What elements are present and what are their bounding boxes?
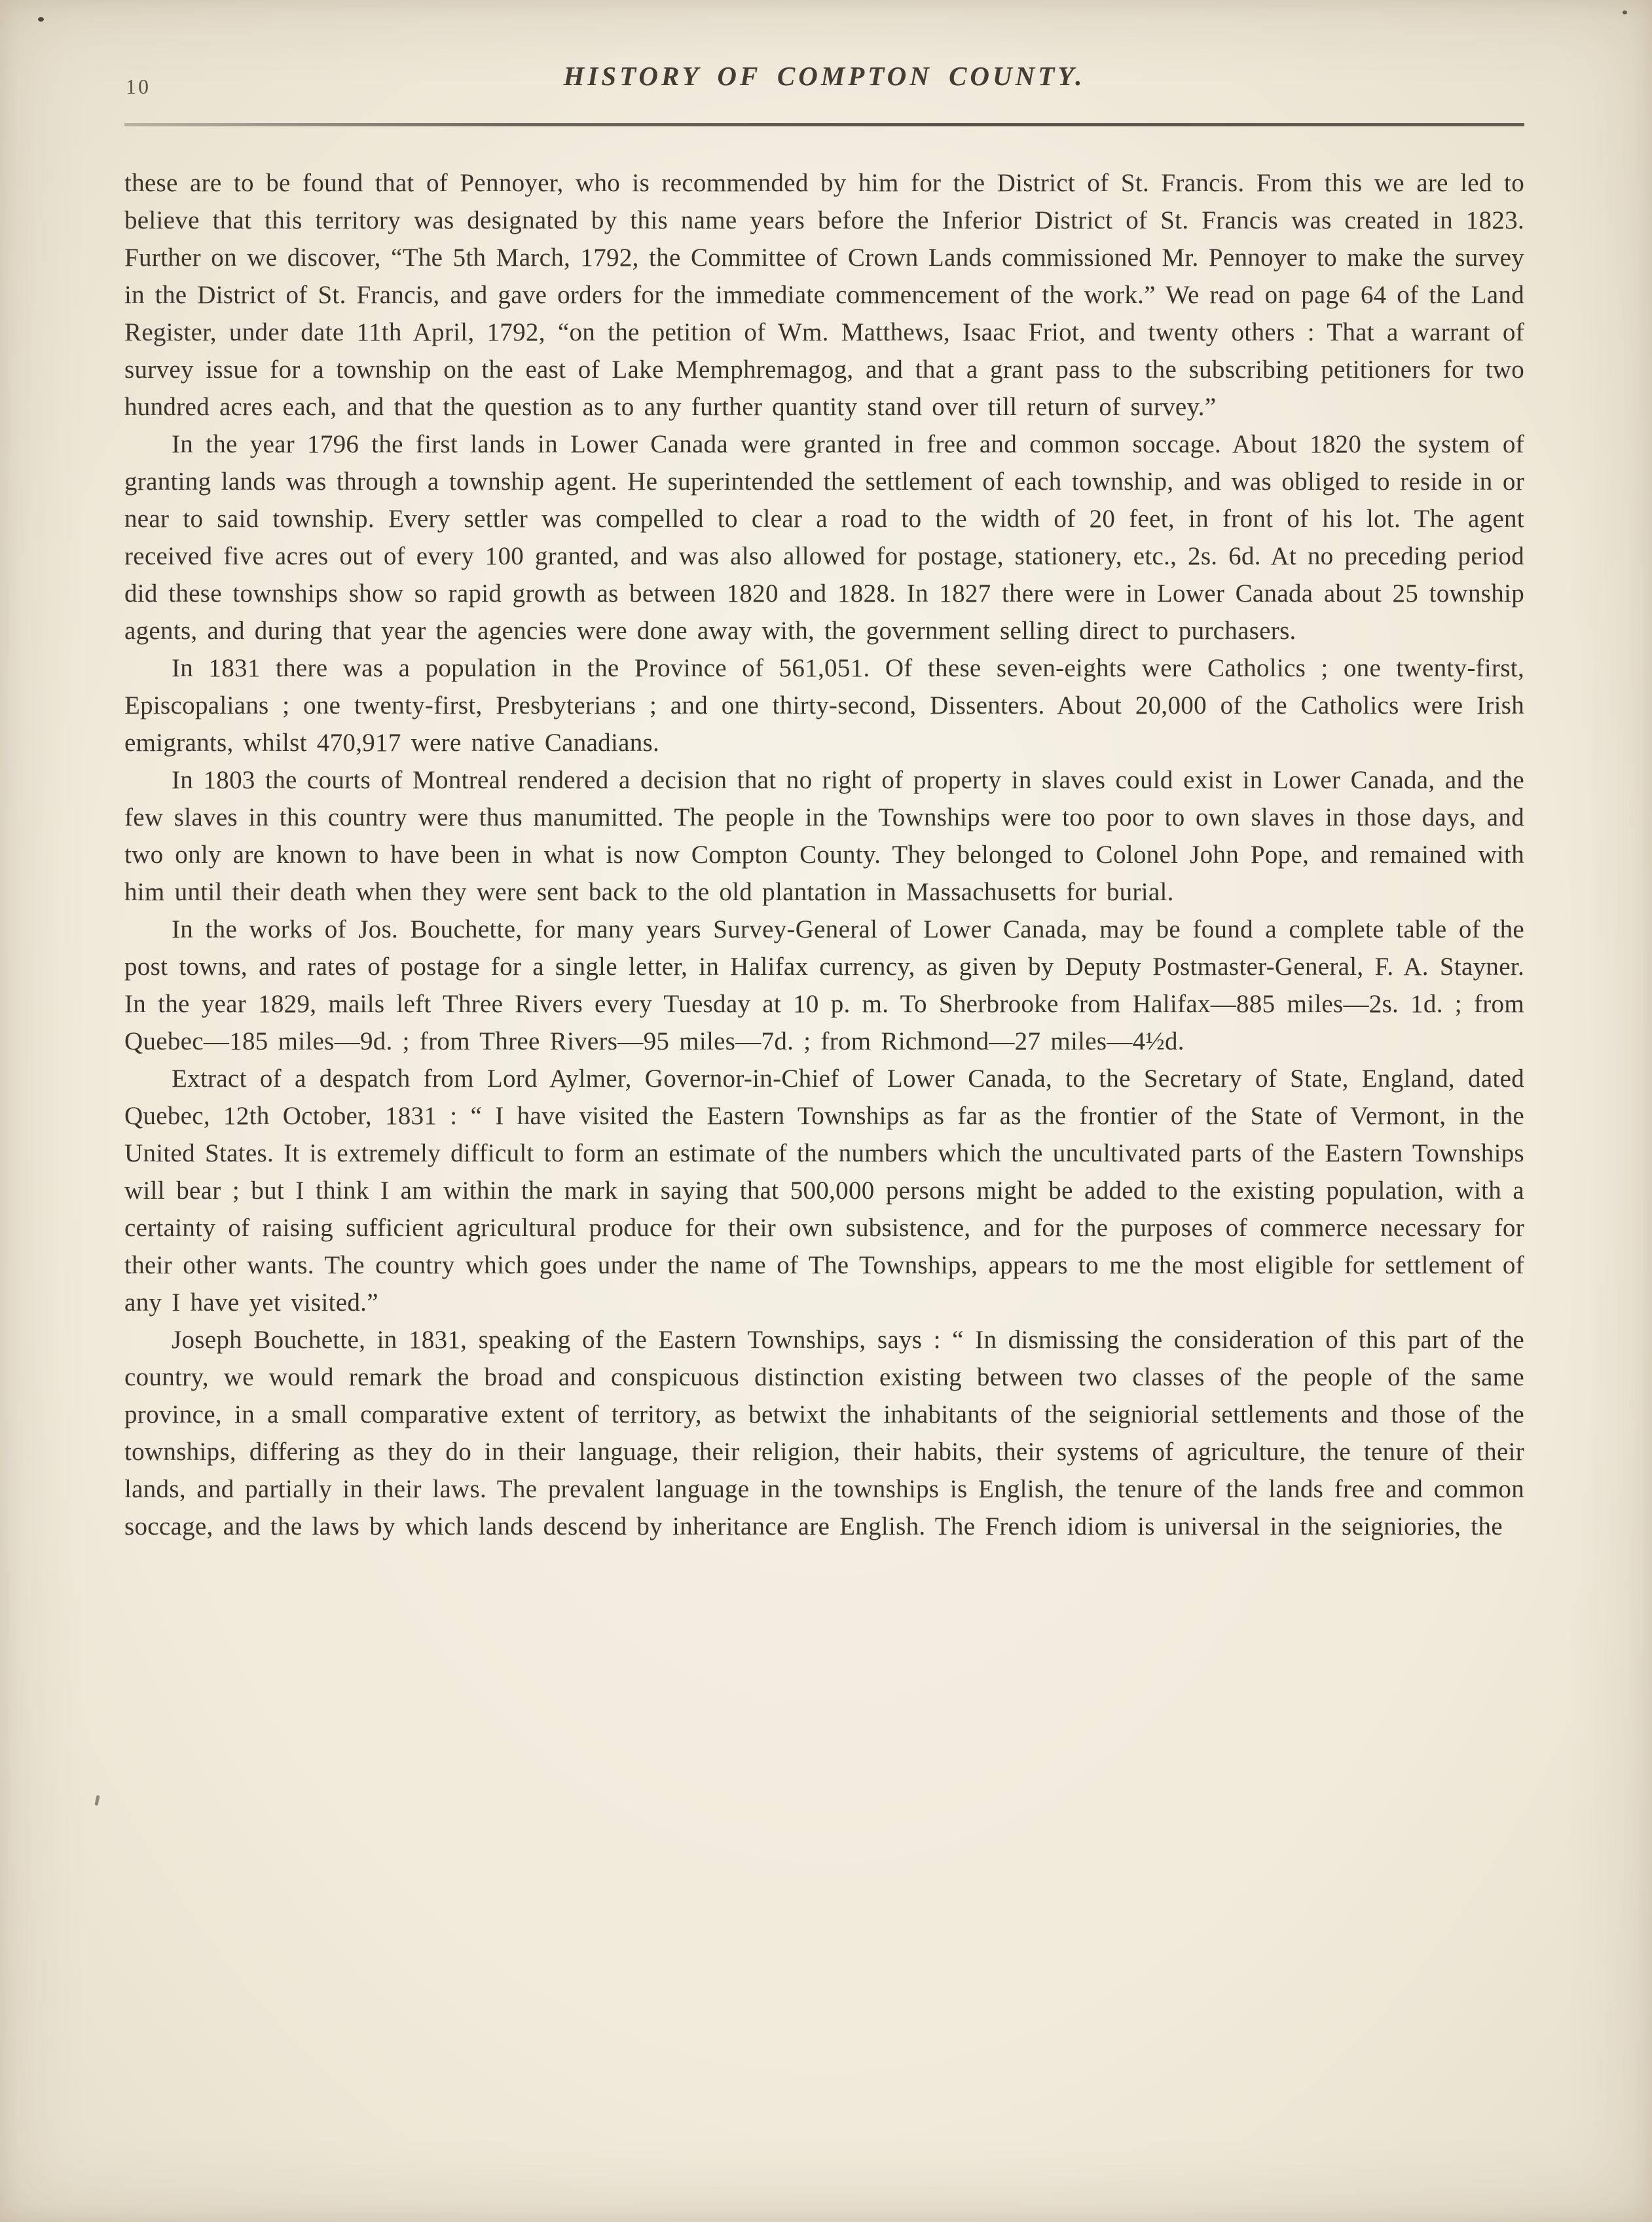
scan-speck xyxy=(94,1795,100,1806)
page-number: 10 xyxy=(126,75,151,98)
header-rule xyxy=(124,123,1524,126)
page-title: HISTORY OF COMPTON COUNTY. xyxy=(563,61,1086,91)
paragraph: In the works of Jos. Bouchette, for many years Survey-General of Lower Canada, may be found a complete table of the post towns, and rates of postage for a single letter, in Halifax currency, as given by Deputy Postmaster-General, F. A. Stayner. In the year 1829, mails left Three Rivers every Tuesday at 10 p. m. To Sherbrooke from Halifax—885 miles—2s. 1d. ; from Quebec—185 miles—9d. ; from Three Rivers—95 miles—7d. ; from Richmond—27 miles—4½d. xyxy=(124,915,1524,1055)
paragraph: Extract of a despatch from Lord Aylmer, Governor-in-Chief of Lower Canada, to the Secretary of State, England, dated Quebec, 12th October, 1831 : “ I have visited the Eastern Townships as far as the frontier of the State of Vermont, in the United States. It is extremely difficult to form an estimate of the numbers which the uncultivated parts of the Eastern Townships will bear ; but I think I am within the mark in saying that 500,000 persons might be added to the existing population, with a certainty of raising sufficient agricultural produce for their own subsistence, and for the purposes of commerce necessary for their other wants. The country which goes under the name of The Townships, appears to me the most eligible for settlement of any I have yet visited.” xyxy=(124,1065,1524,1317)
paragraph: Joseph Bouchette, in 1831, speaking of the Eastern Townships, says : “ In dismissing the consideration of this part of the country, we would remark the broad and conspicuous distinction existing between two classes of the people of the same province, in a small comparative extent of territory, as betwixt the inhabitants of the seigniorial settlements and those of the townships, differing as they do in their language, their religion, their habits, their systems of agriculture, the tenure of their lands, and partially in their laws. The prevalent language in the townships is English, the tenure of the lands free and common soccage, and the laws by which lands descend by inheritance are English. The French idiom is universal in the seigniories, the xyxy=(124,1326,1524,1540)
scan-speck xyxy=(38,17,44,22)
scan-speck xyxy=(1623,10,1627,14)
paragraph: In 1803 the courts of Montreal rendered a decision that no right of property in slaves could exist in Lower Canada, and the few slaves in this country were thus manumitted. The people in the Townships were too poor to own slaves in those days, and two only are known to have been in what is now Compton County. They belonged to Colonel John Pope, and remained with him until their death when they were sent back to the old plantation in Massachusetts for burial. xyxy=(124,766,1524,906)
paragraph: In 1831 there was a population in the Province of 561,051. Of these seven-eights were Catholics ; one twenty-first, Episcopalians ; one twenty-first, Presbyterians ; and one thirty-second, Dissenters. About 20,000 of the Catholics were Irish emigrants, whilst 470,917 were native Canadians. xyxy=(124,654,1524,757)
body-paragraphs xyxy=(124,164,1524,1545)
paragraph: In the year 1796 the first lands in Lower Canada were granted in free and common soccage. About 1820 the system of granting lands was through a township agent. He superintended the settlement of each township, and was obliged to reside in or near to said township. Every settler was compelled to clear a road to the width of 20 feet, in front of his lot. The agent received five acres out of every 100 granted, and was also allowed for postage, stationery, etc., 2s. 6d. At no preceding period did these townships show so rapid growth as between 1820 and 1828. In 1827 there were in Lower Canada about 25 township agents, and during that year the agencies were done away with, the government selling direct to purchasers. xyxy=(124,430,1524,645)
paragraph: these are to be found that of Pennoyer, who is recommended by him for the District of St. Francis. From this we are led to believe that this territory was designated by this name years before the Inferior District of St. Francis was created in 1823. Further on we discover, “The 5th March, 1792, the Committee of Crown Lands commissioned Mr. Pennoyer to make the survey in the District of St. Francis, and gave orders for the immediate commencement of the work.” We read on page 64 of the Land Register, under date 11th April, 1792, “on the petition of Wm. Matthews, Isaac Friot, and twenty others : That a warrant of survey issue for a township on the east of Lake Memphremagog, and that a grant pass to the subscribing petitioners for two hundred acres each, and that the question as to any further quantity stand over till return of survey.” xyxy=(124,169,1524,421)
page-header xyxy=(124,60,1524,106)
